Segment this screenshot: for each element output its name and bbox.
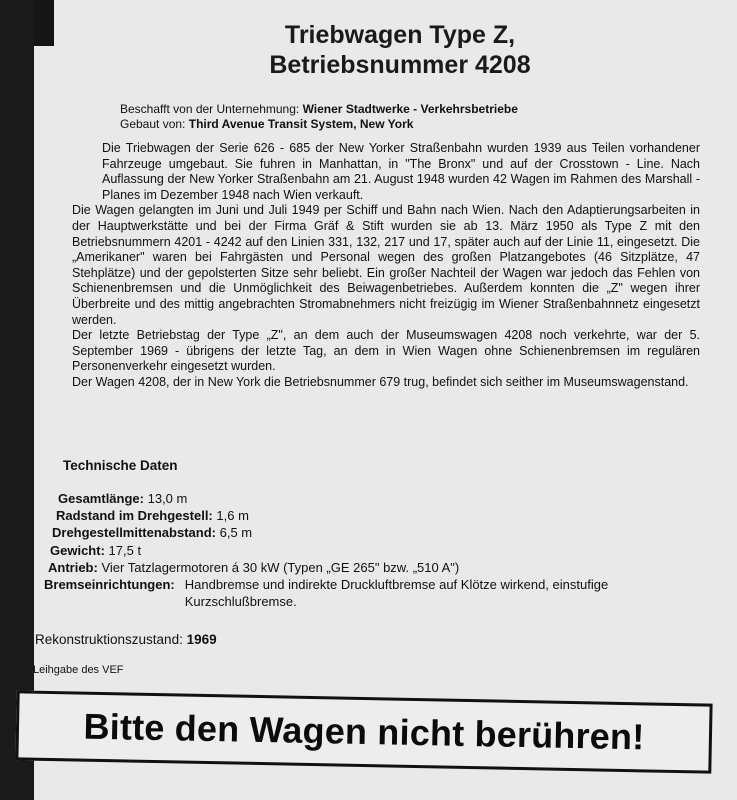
title-line-1: Triebwagen Type Z, — [284, 21, 516, 49]
tech-heading: Technische Daten — [63, 458, 178, 473]
spec-row-wheelbase — [40, 507, 665, 524]
paragraph-2: Die Wagen gelangten im Juni und Juli 1949 per Schiff und Bahn nach Wien. Nach den Adaptierungsarbeiten in der Hauptwerkstätte und bei der Firma Gräf & Stift wurden sie ab 13. März 1950 als Type Z mit den Betriebsnummern 4201 - 4242 auf den Linien 331, 132, 217 und 17, später auch auf der Linie 11, eingesetzt. Die „Amerikaner" waren bei Fahrgästen und Personal wegen des großen Platzangebotes (46 Sitzplätze, 47 Stehplätze) und der gepolsterten Sitze sehr beliebt. Ein großer Nachteil der Wagen war jedoch das Fehlen von Schienenbremsen und die Unmöglichkeit des Beiwagenbetriebes. Außerdem konnten die „Z" wegen ihrer Überbreite und des mittig angebrachten Stromabnehmers nicht freizügig im Wiener Straßenbahnnetz eingesetzt werden. — [72, 203, 700, 327]
reconstruction-label: Rekonstruktionszustand: — [35, 632, 183, 647]
paragraph-4: Der Wagen 4208, der in New York die Betriebsnummer 679 trug, befindet sich seither im Museumswagenstand. — [72, 374, 689, 389]
procured-row — [120, 102, 640, 117]
spec-value: 1,6 m — [216, 508, 249, 524]
spec-value: 13,0 m — [147, 491, 188, 506]
spec-value: Vier Tatzlagermotoren á 30 kW (Typen „GE 265" bzw. „510 A") — [101, 559, 460, 575]
spec-value: Handbremse und indirekte Druckluftbremse auf Klötze wirkend, einstufige Kurzschlußbremse. — [184, 577, 609, 610]
procured-value: Wiener Stadtwerke - Verkehrsbetriebe — [302, 102, 518, 116]
spec-label: Antrieb: — [48, 559, 98, 575]
background-frame — [0, 0, 34, 800]
spec-row-bogie-distance — [40, 524, 665, 541]
reconstruction-value: 1969 — [186, 632, 217, 647]
spec-list — [40, 490, 665, 610]
spec-row-drive — [40, 559, 665, 576]
spec-label: Drehgestellmittenabstand: — [52, 525, 216, 541]
spec-value: 6,5 m — [219, 525, 253, 541]
do-not-touch-notice: Bitte den Wagen nicht berühren! — [15, 690, 712, 773]
title-line-2: Betriebsnummer 4208 — [269, 51, 531, 79]
history-text — [72, 141, 700, 391]
spec-value: 17,5 t — [108, 542, 142, 558]
built-label: Gebaut von: — [120, 117, 186, 131]
meta-block — [120, 102, 640, 132]
reconstruction-status — [35, 632, 217, 647]
page-title — [200, 20, 600, 80]
spec-row-weight — [40, 542, 665, 559]
paragraph-1: Die Triebwagen der Serie 626 - 685 der New Yorker Straßenbahn wurden 1939 aus Teilen vorhandener Fahrzeuge umgebaut. Sie fuhren in Manhattan, in "The Bronx" und auf der Crosstown - Line. Nach Auflassung der New Yorker Straßenbahn am 21. August 1948 wurden 42 Wagen im Rahmen des Marshall - Planes im Dezember 1948 nach Wien verkauft. — [102, 141, 700, 202]
built-value: Third Avenue Transit System, New York — [188, 117, 414, 131]
paragraph-3: Der letzte Betriebstag der Type „Z", an dem auch der Museumswagen 4208 noch verkehrte, war der 5. September 1969 - übrigens der letzte Tag, an dem in Wien Wagen ohne Schienenbremsen im regulären Personenverkehr eingesetzt wurden. — [72, 328, 700, 374]
procured-label: Beschafft von der Unternehmung: — [120, 102, 300, 116]
frame-edge — [34, 0, 54, 46]
spec-label: Bremseinrichtungen: — [44, 577, 175, 593]
spec-label: Gewicht: — [50, 542, 105, 558]
spec-row-length — [40, 490, 665, 507]
spec-row-brakes — [40, 576, 665, 610]
spec-label: Radstand im Drehgestell: — [56, 508, 213, 524]
spec-label: Gesamtlänge: — [58, 491, 144, 506]
built-row — [120, 117, 640, 132]
lender-note: Leihgabe des VEF — [33, 664, 124, 676]
